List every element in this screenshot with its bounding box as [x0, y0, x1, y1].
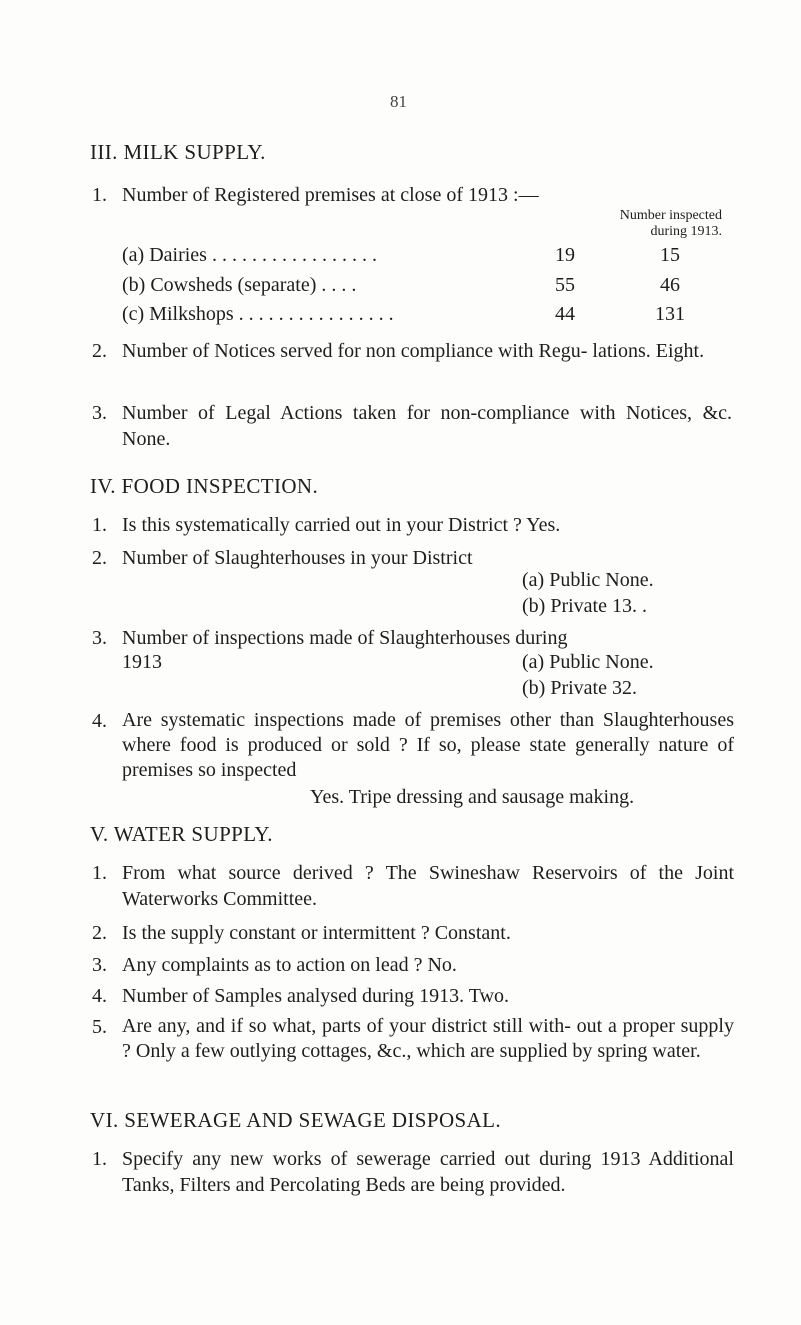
milk-item-3 — [92, 400, 732, 454]
water-item-2 — [92, 920, 742, 946]
item-number: 4. — [92, 710, 107, 732]
column-header-line-2: during 1913. — [650, 224, 722, 239]
table-cell-registered: 44 — [555, 303, 575, 325]
food-item-2a: (a) Public None. — [522, 569, 654, 591]
item-number: 3. — [92, 627, 107, 649]
table-cell-registered: 55 — [555, 274, 575, 296]
table-cell-inspected: 131 — [655, 303, 685, 325]
item-number: 2. — [92, 340, 107, 362]
table-cell-inspected: 46 — [660, 274, 680, 296]
page-number: 81 — [390, 92, 407, 111]
item-number: 4. — [92, 985, 107, 1007]
item-text: Any complaints as to action on lead ? No. — [122, 954, 457, 976]
item-number: 1. — [92, 862, 107, 884]
item-number: 3. — [92, 954, 107, 976]
item-number: 1. — [92, 1148, 107, 1170]
item-text: Are any, and if so what, parts of your district still with- out a proper supply ? Only a few outlying cottages, &c., which are supplied by spring water. — [122, 1015, 734, 1062]
item-text: Number of Registered premises at close of 1913 :— — [122, 184, 539, 206]
item-number: 5. — [92, 1016, 107, 1038]
table-cell-inspected: 15 — [660, 244, 680, 266]
section-heading-food-inspection: IV. FOOD INSPECTION. — [90, 474, 319, 498]
item-text: Is the supply constant or intermittent ? Constant. — [122, 922, 511, 944]
item-text: Is this systematically carried out in your District ? Yes. — [122, 514, 561, 536]
food-item-2b: (b) Private 13. . — [522, 595, 647, 617]
section-heading-sewerage: VI. SEWERAGE AND SEWAGE DISPOSAL. — [90, 1108, 502, 1132]
water-item-4 — [92, 983, 742, 1009]
table-row-label: (a) Dairies . . . . . . . . . . . . . . . . . — [122, 244, 377, 266]
food-item-2 — [92, 545, 742, 571]
item-text: From what source derived ? The Swineshaw Reservoirs of the Joint Waterworks Committee. — [122, 862, 734, 910]
item-text: Number of Notices served for non compliance with Regu- lations. Eight. — [122, 340, 705, 362]
item-text: Specify any new works of sewerage carried out during 1913 Additional Tanks, Filters and Percolating Beds are being provided. — [122, 1148, 734, 1196]
milk-item-2 — [92, 338, 732, 392]
item-text: Number of Legal Actions taken for non-compliance with Notices, &c. None. — [122, 402, 732, 450]
food-item-4-answer: Yes. Tripe dressing and sausage making. — [310, 786, 635, 808]
item-text: Number of Samples analysed during 1913. Two. — [122, 985, 510, 1007]
item-text: Number of inspections made of Slaughterhouses during — [122, 627, 568, 649]
food-item-3-year: 1913 — [122, 651, 162, 673]
milk-item-1 — [92, 182, 732, 208]
item-number: 3. — [92, 402, 107, 424]
column-header-inspected — [560, 208, 722, 240]
item-number: 2. — [92, 547, 107, 569]
food-item-3 — [92, 625, 742, 651]
item-number: 1. — [92, 514, 107, 536]
item-text: Number of Slaughterhouses in your District — [122, 547, 473, 569]
table-cell-registered: 19 — [555, 244, 575, 266]
item-number: 2. — [92, 922, 107, 944]
item-text: Are systematic inspections made of premises other than Slaughterhouses where food is produced or sold ? If so, please state generally nature of premises so inspected — [122, 709, 734, 781]
food-item-1 — [92, 512, 742, 538]
section-heading-water-supply: V. WATER SUPPLY. — [90, 822, 273, 846]
table-row-label: (b) Cowsheds (separate) . . . . — [122, 274, 357, 296]
item-number: 1. — [92, 184, 107, 206]
food-item-3b: (b) Private 32. — [522, 677, 637, 699]
food-item-3a: (a) Public None. — [522, 651, 654, 673]
water-item-5 — [92, 1014, 742, 1094]
column-header-line-1: Number inspected — [619, 208, 722, 223]
water-item-1 — [92, 860, 742, 914]
food-item-4 — [92, 708, 742, 788]
water-item-3 — [92, 952, 742, 978]
sewerage-item-1 — [92, 1146, 742, 1226]
table-row-label: (c) Milkshops . . . . . . . . . . . . . . . . — [122, 303, 394, 325]
section-heading-milk-supply: III. MILK SUPPLY. — [90, 140, 266, 164]
